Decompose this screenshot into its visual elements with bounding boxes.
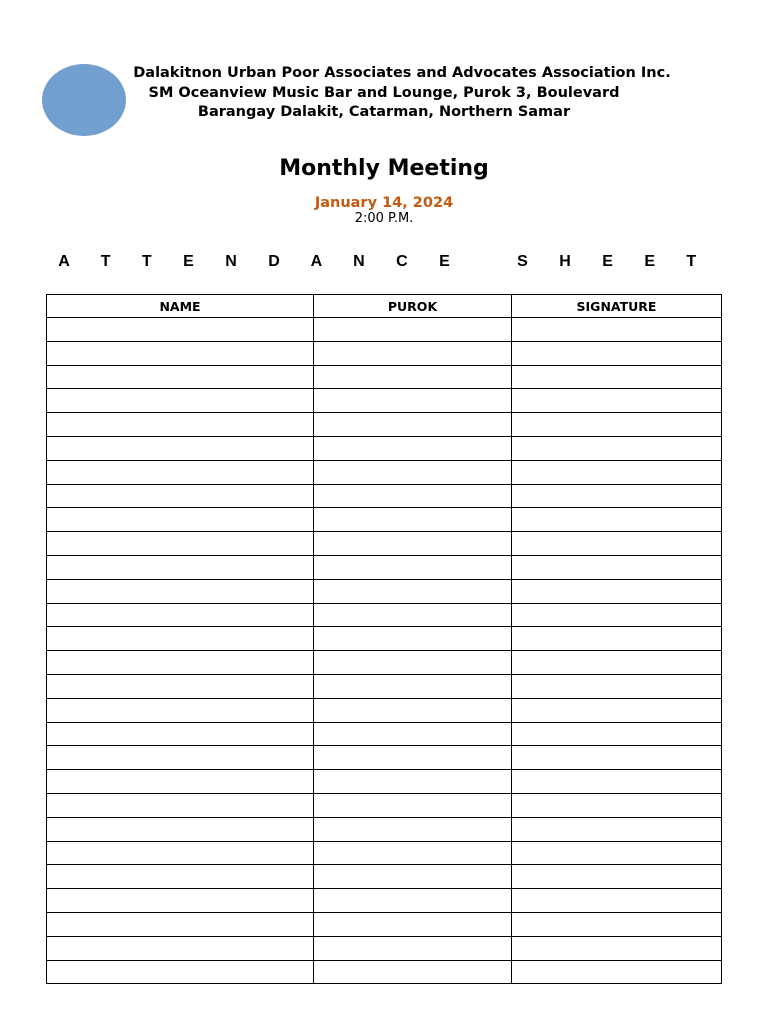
name-cell[interactable] — [47, 413, 314, 437]
name-cell[interactable] — [47, 318, 314, 342]
signature-cell[interactable] — [512, 389, 722, 413]
purok-cell[interactable] — [314, 960, 512, 984]
signature-cell[interactable] — [512, 460, 722, 484]
purok-cell[interactable] — [314, 865, 512, 889]
purok-cell[interactable] — [314, 365, 512, 389]
column-header-name: NAME — [47, 295, 314, 318]
name-cell[interactable] — [47, 841, 314, 865]
table-row — [47, 698, 722, 722]
organization-address-line-2: Barangay Dalakit, Catarman, Northern Samar — [197, 104, 571, 120]
purok-cell[interactable] — [314, 698, 512, 722]
name-cell[interactable] — [47, 555, 314, 579]
signature-cell[interactable] — [512, 532, 722, 556]
name-cell[interactable] — [47, 889, 314, 913]
name-cell[interactable] — [47, 484, 314, 508]
table-row — [47, 436, 722, 460]
table-row — [47, 603, 722, 627]
table-row — [47, 484, 722, 508]
purok-cell[interactable] — [314, 555, 512, 579]
name-cell[interactable] — [47, 389, 314, 413]
name-cell[interactable] — [47, 817, 314, 841]
table-row — [47, 841, 722, 865]
meeting-date: January 14, 2024 — [314, 195, 454, 211]
name-cell[interactable] — [47, 746, 314, 770]
purok-cell[interactable] — [314, 318, 512, 342]
signature-cell[interactable] — [512, 579, 722, 603]
name-cell[interactable] — [47, 603, 314, 627]
signature-cell[interactable] — [512, 817, 722, 841]
name-cell[interactable] — [47, 912, 314, 936]
signature-cell[interactable] — [512, 651, 722, 675]
purok-cell[interactable] — [314, 912, 512, 936]
table-row — [47, 722, 722, 746]
signature-cell[interactable] — [512, 793, 722, 817]
table-row — [47, 912, 722, 936]
name-cell[interactable] — [47, 436, 314, 460]
name-cell[interactable] — [47, 627, 314, 651]
table-row — [47, 889, 722, 913]
purok-cell[interactable] — [314, 841, 512, 865]
signature-cell[interactable] — [512, 770, 722, 794]
signature-cell[interactable] — [512, 936, 722, 960]
table-row — [47, 413, 722, 437]
name-cell[interactable] — [47, 960, 314, 984]
purok-cell[interactable] — [314, 460, 512, 484]
name-cell[interactable] — [47, 508, 314, 532]
purok-cell[interactable] — [314, 508, 512, 532]
purok-cell[interactable] — [314, 746, 512, 770]
purok-cell[interactable] — [314, 579, 512, 603]
table-row — [47, 960, 722, 984]
table-row — [47, 555, 722, 579]
signature-cell[interactable] — [512, 318, 722, 342]
name-cell[interactable] — [47, 460, 314, 484]
purok-cell[interactable] — [314, 793, 512, 817]
purok-cell[interactable] — [314, 627, 512, 651]
signature-cell[interactable] — [512, 674, 722, 698]
name-cell[interactable] — [47, 579, 314, 603]
column-header-signature: SIGNATURE — [512, 295, 722, 318]
name-cell[interactable] — [47, 532, 314, 556]
table-row — [47, 389, 722, 413]
name-cell[interactable] — [47, 365, 314, 389]
name-cell[interactable] — [47, 722, 314, 746]
purok-cell[interactable] — [314, 389, 512, 413]
name-cell[interactable] — [47, 674, 314, 698]
table-row — [47, 508, 722, 532]
attendance-table — [46, 294, 722, 984]
table-row — [47, 936, 722, 960]
table-row — [47, 627, 722, 651]
table-row — [47, 674, 722, 698]
purok-cell[interactable] — [314, 674, 512, 698]
attendance-sheet-title: A T T E N D A N C E S H E E T — [58, 253, 710, 270]
signature-cell[interactable] — [512, 960, 722, 984]
purok-cell[interactable] — [314, 651, 512, 675]
signature-cell[interactable] — [512, 413, 722, 437]
table-row — [47, 365, 722, 389]
organization-address-line-1: SM Oceanview Music Bar and Lounge, Purok 3, Boulevard — [148, 84, 620, 101]
meeting-title: Monthly Meeting — [279, 156, 489, 181]
purok-cell[interactable] — [314, 817, 512, 841]
name-cell[interactable] — [47, 651, 314, 675]
table-row — [47, 793, 722, 817]
table-row — [47, 341, 722, 365]
signature-cell[interactable] — [512, 912, 722, 936]
name-cell[interactable] — [47, 341, 314, 365]
table-row — [47, 817, 722, 841]
purok-cell[interactable] — [314, 436, 512, 460]
organization-header — [0, 64, 768, 123]
name-cell[interactable] — [47, 770, 314, 794]
name-cell[interactable] — [47, 698, 314, 722]
table-row — [47, 318, 722, 342]
purok-cell[interactable] — [314, 413, 512, 437]
signature-cell[interactable] — [512, 746, 722, 770]
purok-cell[interactable] — [314, 889, 512, 913]
table-row — [47, 746, 722, 770]
purok-cell[interactable] — [314, 484, 512, 508]
signature-cell[interactable] — [512, 865, 722, 889]
table-row — [47, 865, 722, 889]
name-cell[interactable] — [47, 936, 314, 960]
column-header-purok: PUROK — [314, 295, 512, 318]
signature-cell[interactable] — [512, 484, 722, 508]
signature-cell[interactable] — [512, 341, 722, 365]
attendance-table-body — [47, 318, 722, 984]
purok-cell[interactable] — [314, 936, 512, 960]
table-row — [47, 651, 722, 675]
signature-cell[interactable] — [512, 365, 722, 389]
signature-cell[interactable] — [512, 436, 722, 460]
table-row — [47, 460, 722, 484]
signature-cell[interactable] — [512, 555, 722, 579]
signature-cell[interactable] — [512, 603, 722, 627]
name-cell[interactable] — [47, 793, 314, 817]
purok-cell[interactable] — [314, 722, 512, 746]
signature-cell[interactable] — [512, 841, 722, 865]
signature-cell[interactable] — [512, 627, 722, 651]
name-cell[interactable] — [47, 865, 314, 889]
signature-cell[interactable] — [512, 508, 722, 532]
purok-cell[interactable] — [314, 341, 512, 365]
meeting-time: 2:00 P.M. — [354, 211, 414, 226]
purok-cell[interactable] — [314, 532, 512, 556]
table-row — [47, 532, 722, 556]
table-row — [47, 579, 722, 603]
signature-cell[interactable] — [512, 698, 722, 722]
signature-cell[interactable] — [512, 722, 722, 746]
signature-cell[interactable] — [512, 889, 722, 913]
organization-name: Dalakitnon Urban Poor Associates and Advocates Association Inc. — [133, 65, 671, 81]
purok-cell[interactable] — [314, 603, 512, 627]
table-header-row — [47, 295, 722, 318]
purok-cell[interactable] — [314, 770, 512, 794]
table-row — [47, 770, 722, 794]
